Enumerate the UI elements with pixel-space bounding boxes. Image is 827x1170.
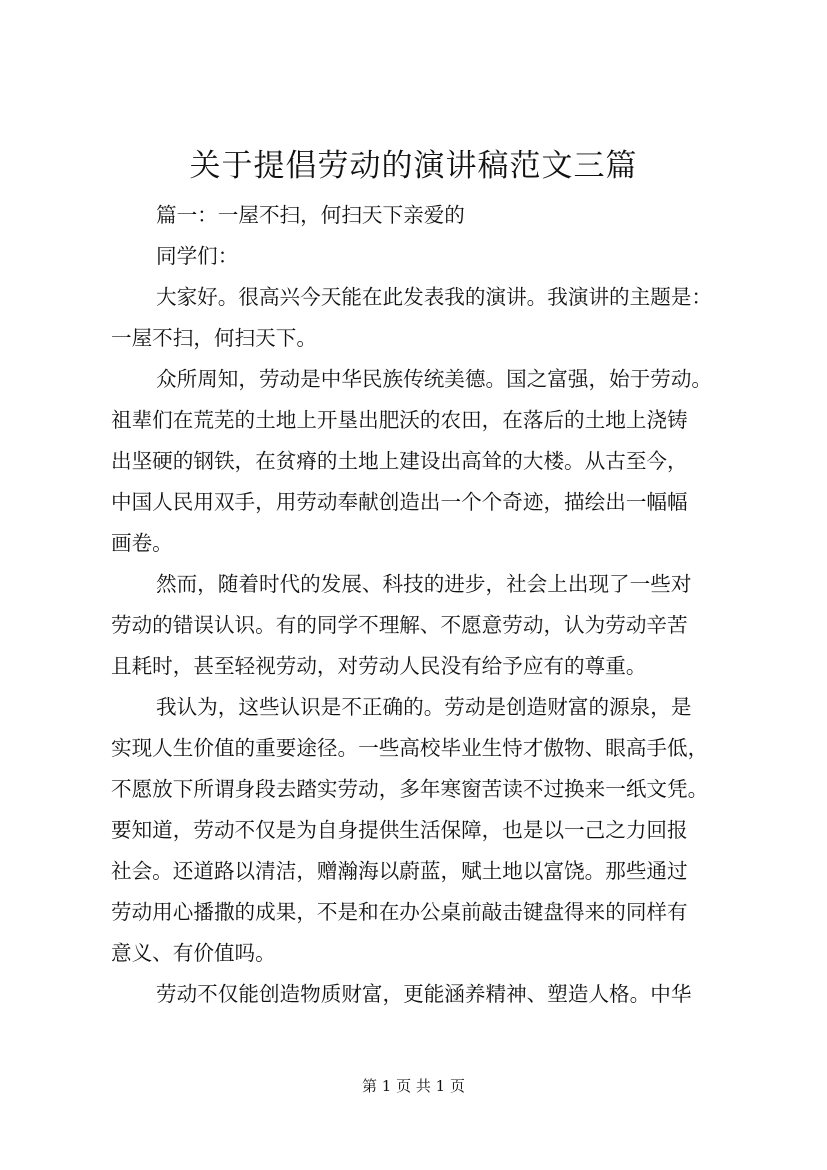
text-line: 中国人民用双手，用劳动奉献创造出一个个奇迹，描绘出一幅幅 [111, 490, 688, 514]
text-line: 意义、有价值吗。 [111, 941, 276, 965]
text-line: 篇一：一屋不扫，何扫天下亲爱的 [156, 203, 465, 227]
document-body [111, 195, 723, 1015]
text-line: 我认为，这些认识是不正确的。劳动是创造财富的源泉，是 [156, 695, 692, 719]
text-line: 且耗时，甚至轻视劳动，对劳动人民没有给予应有的尊重。 [111, 654, 647, 678]
text-line: 劳动不仅能创造物质财富，更能涵养精神、塑造人格。中华 [156, 982, 692, 1006]
document-title: 关于提倡劳动的演讲稿范文三篇 [189, 148, 638, 184]
text-line: 大家好。很高兴今天能在此发表我的演讲。我演讲的主题是： [156, 285, 713, 309]
text-line: 众所周知，劳动是中华民族传统美德。国之富强，始于劳动。 [156, 367, 713, 391]
text-line: 出坚硬的钢铁，在贫瘠的土地上建设出高耸的大楼。从古至今， [111, 449, 688, 473]
text-line: 祖辈们在荒芜的土地上开垦出肥沃的农田，在落后的土地上浇铸 [111, 408, 688, 432]
text-line: 劳动的错误认识。有的同学不理解、不愿意劳动，认为劳动辛苦 [111, 613, 688, 637]
text-line: 实现人生价值的重要途径。一些高校毕业生恃才傲物、眼高手低， [111, 736, 709, 760]
text-line: 要知道，劳动不仅是为自身提供生活保障，也是以一己之力回报 [111, 818, 688, 842]
text-line: 同学们： [156, 244, 239, 268]
text-line: 一屋不扫，何扫天下。 [111, 326, 317, 350]
page-footer: 第 1 页 共 1 页 [362, 1077, 465, 1095]
text-line: 不愿放下所谓身段去踏实劳动，多年寒窗苦读不过换来一纸文凭。 [111, 777, 709, 801]
text-line: 社会。还道路以清洁，赠瀚海以蔚蓝，赋土地以富饶。那些通过 [111, 859, 688, 883]
text-line: 劳动用心播撒的成果，不是和在办公桌前敲击键盘得来的同样有 [111, 900, 688, 924]
text-line: 然而，随着时代的发展、科技的进步，社会上出现了一些对 [156, 572, 692, 596]
text-line: 画卷。 [111, 531, 173, 555]
